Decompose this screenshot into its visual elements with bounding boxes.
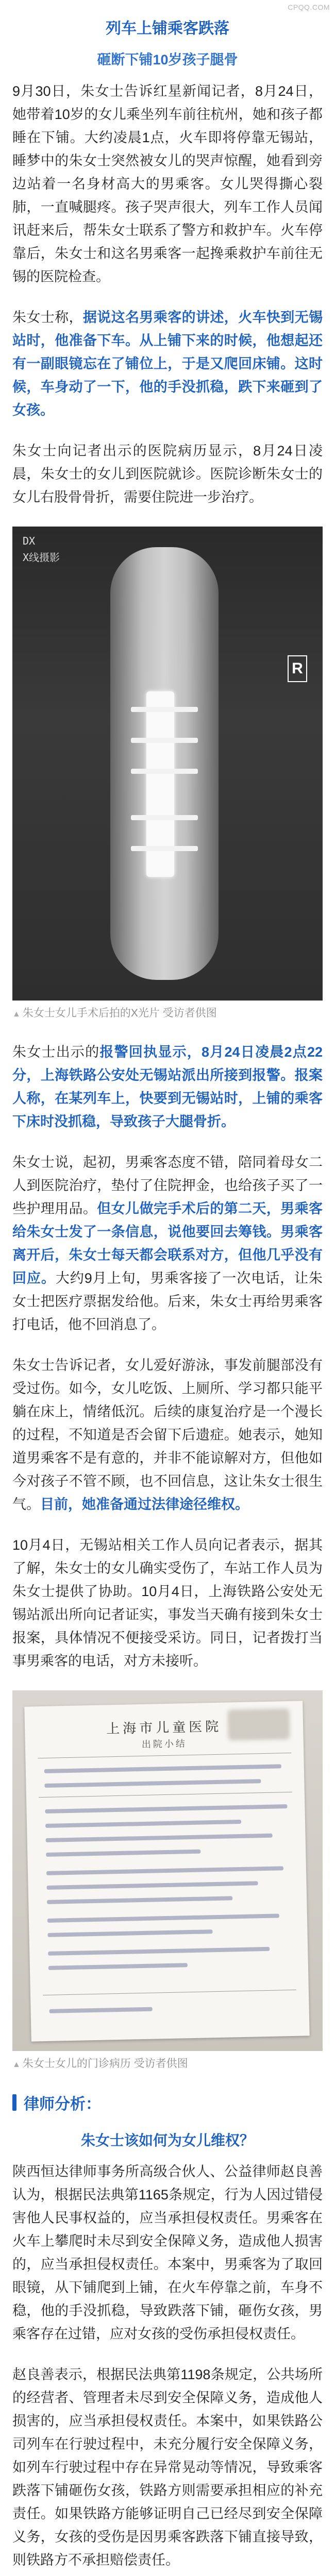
paragraph-police-receipt	[12, 1041, 323, 1133]
paragraph-compensation	[12, 1151, 323, 1336]
xray-screw	[131, 846, 198, 851]
record-text-line	[47, 1929, 212, 1937]
record-text-line	[46, 1866, 283, 1875]
subheadline: 砸断下铺10岁孩子腿骨	[97, 52, 238, 67]
record-paper	[24, 1701, 309, 2041]
paragraph-diagnosis: 朱女士向记者出示的医院病历显示，8月24日凌晨，朱女士的女儿到医院就诊。医院诊断朱女士的女儿右股骨骨折，需要住院进一步治疗。	[12, 443, 323, 505]
xray-screw	[131, 815, 198, 820]
headline: 列车上铺乘客跌落	[106, 20, 229, 37]
text-plain: 朱女士告诉记者，女儿爱好游泳，事发前腿部没有受过伤。如今，女儿吃饭、上厕所、学习都只能平躺在床上，情绪低沉。后续的康复治疗是一个漫长的过程，不知道是否会留下后遗症。她表示，她知道男乘客不是有意的，并非不能谅解对方，但他如今对孩子不管不顾，也不回信息，这让朱女士很生气。	[12, 1358, 323, 1512]
xray-image	[12, 527, 323, 1001]
record-text-line	[44, 1779, 261, 1788]
text-highlight: 据说这名男乘客的讲述，火车快到无锡站时，他准备下车。从上铺下来的时候，他想起还有一副眼镜忘在了铺位上，于是又爬回床铺。这时候，车身动了一下，他的手没抓稳，跌下来砸到了女孩。	[12, 310, 323, 418]
record-text-line	[47, 1896, 232, 1904]
text-plain: 朱女士称，	[12, 310, 83, 325]
record-text-line	[47, 1913, 279, 1922]
record-text-line	[47, 1881, 258, 1890]
text-highlight: 但女儿做完手术后的第二天，男乘客给朱女士发了一条信息，说他要回去筹钱。男乘客离开后，朱女士每天都会联系对方，但他几乎没有回应。	[12, 1201, 323, 1286]
text-plain: 朱女士出示的	[12, 1044, 100, 1060]
xray-label-top: DX	[23, 535, 36, 547]
record-text-line	[44, 1764, 281, 1773]
caption-record	[12, 2056, 323, 2073]
paragraph-passenger-account	[12, 306, 323, 422]
text-highlight: 报警回执显示，8月24日凌晨2点22分，上海铁路公安处无锡站派出所接到报警。报案人称，在某列车上，快要到无锡站时，上铺的乘客下床时没抓稳，导致孩子大腿骨折。	[12, 1044, 323, 1129]
record-rule	[38, 1753, 291, 1758]
caption-text: 朱女士女儿手术后拍的X光片 受访者供图	[22, 1007, 217, 1019]
xray-label-mode: X线摄影	[23, 551, 60, 564]
caption-text: 朱女士女儿的门诊病历 受访者供图	[22, 2058, 188, 2070]
record-title: 上海市儿童医院	[106, 1719, 222, 1737]
caption-triangle-icon: ▲	[12, 1010, 21, 1019]
xray-screw	[131, 738, 198, 743]
record-text-line	[48, 1947, 270, 1956]
medical-record-photo	[12, 1690, 323, 2051]
xray-screw	[131, 769, 198, 774]
paragraph-law-2: 赵良善表示，根据民法典第1198条规定，公共场所的经营者、管理者未尽到安全保障义务，造成他人损害的，应当承担侵权责任。本案中，如果铁路公司列车在行驶过程中，未充分履行安全保障义务，如列车行驶过程中存在异常晃动等情况，导致乘客跌落下铺砸伤女孩，铁路方则需要承担相应的补充责任。如果铁路方能够证明自己已经尽到安全保障义务，女孩的受伤是因男乘客跌落下铺直接导致，则铁路方不承担赔偿责任。	[12, 2367, 323, 2568]
section-title-text: 律师分析：	[24, 2096, 101, 2113]
paragraph-daughter	[12, 1354, 323, 1516]
record-text-line	[45, 1820, 241, 1828]
caption-xray	[12, 1006, 323, 1022]
text-plain: 大约9月上旬，男乘客接了一次电话，让朱女士把医疗票据发给他。后来，朱女士再给男乘客打电话，他不回消息了。	[12, 1270, 323, 1332]
xray-side-marker: R	[288, 655, 307, 682]
caption-triangle-icon: ▲	[12, 2060, 21, 2069]
xray-screw	[131, 707, 198, 712]
record-text-line	[45, 1804, 287, 1814]
record-text-line	[46, 1834, 273, 1842]
section-bar-icon	[12, 2094, 16, 2111]
paragraph-intro: 9月30日，朱女士告诉红星新闻记者，8月24日，她带着10岁的女儿乘坐列车前往杭州，她和孩子都睡在下铺。大约凌晨1点，火车即将停靠无锡站，睡梦中的朱女士突然被女儿的哭声惊醒，她看到旁边站着一名身材高大的男乘客。女儿哭得撕心裂肺，一直喊腿疼。孩子哭声很大，列车工作人员闻讯赶来后，帮朱女士联系了警方和救护车。火车停靠后，朱女士和这名男乘客一起搀乘救护车前往无锡的医院检查。	[12, 83, 323, 284]
section-lawyer-analysis	[12, 2091, 323, 2114]
record-text-line	[49, 2007, 153, 2013]
record-text-line	[48, 1963, 188, 1970]
text-plain: 朱女士说，起初，男乘客态度不错，陪同着母女二人到医院治疗，垫付了住院押金，也给孩子买了一些护理用品。	[12, 1155, 323, 1216]
site-watermark: CPQQ.COM	[288, 3, 330, 11]
question-title: 朱女士该如何为女儿维权？	[80, 2132, 254, 2148]
record-rule	[39, 1792, 292, 1798]
record-subtitle: 出院小结	[141, 1738, 188, 1750]
text-highlight: 目前，她准备通过法律途径维权。	[40, 1497, 249, 1512]
record-text-line	[46, 1850, 200, 1857]
paragraph-station-response: 10月4日，无锡站相关工作人员向记者表示，据其了解，朱女士的女儿确实受伤了，车站工作人员为朱女士提供了协助。10月4日，上海铁路公安处无锡站派出所向记者证实，事发当天确有接到朱女士报案，具体情况不便接受采访。同日，记者拨打当事男乘客的电话，对方未接听。	[12, 1537, 323, 1669]
paragraph-law-1: 陕西恒达律师事务所高级合伙人、公益律师赵良善认为，根据民法典第1165条规定，行为人因过错侵害他人民事权益的，应当承担侵权责任。男乘客在火车上攀爬时未尽到安全保障义务，造成他人损害的，应当承担侵权责任。本案中，男乘客为了取回眼镜，从下铺爬到上铺，在火车停靠之前，车身不稳，他的手没抓稳，导致跌落下铺，砸伤女孩，男乘客存在过错，应对女孩的受伤承担侵权责任。	[12, 2164, 323, 2342]
record-rule	[43, 1990, 296, 1995]
record-redaction	[227, 1708, 290, 1741]
